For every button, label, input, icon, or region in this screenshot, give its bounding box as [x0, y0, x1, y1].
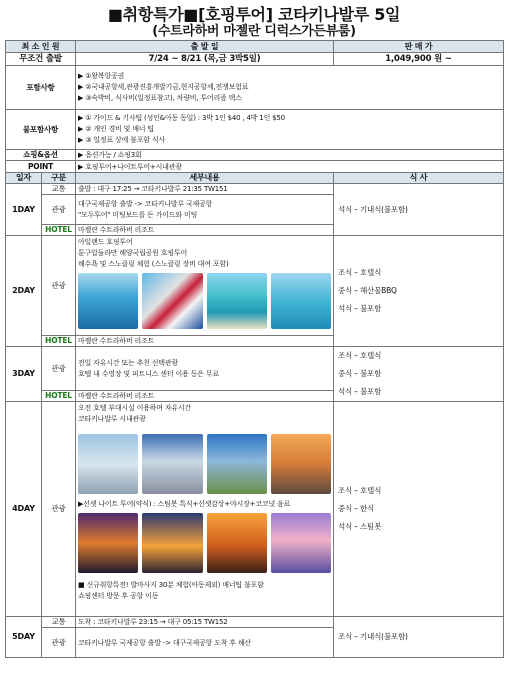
day4-night-tour: ▶선셋 나이트 투어(약식) : 스팀봇 특식+선셋감상+야시장+코코넛 음료 [78, 500, 291, 508]
day3-tour-line: 호텔 내 수영장 및 피트니스 센터 이용 등은 무료 [78, 369, 219, 378]
page-title: ■취항특가■[호핑투어] 코타키나발루 5일 [107, 5, 401, 24]
snorkel-photo [78, 273, 138, 329]
day5-tour-label: 관광 [42, 628, 76, 658]
day4-city-photos [78, 431, 331, 497]
mosque-photo [78, 434, 138, 494]
day4-extra-line: ■ 신규취항특전! 발마사지 30분 체험(아동제외) 매너팁 불포함 [78, 581, 264, 589]
day1-transport: 출발 : 대구 17:25 → 코타키나발루 21:35 TW151 [76, 184, 334, 195]
day1-label: 1DAY [6, 184, 42, 236]
condition-label: 무조건 출발 [6, 53, 76, 66]
day4-tour-line: 코타키나발루 시내관광 [78, 415, 146, 423]
day5-transport: 도착 : 코타키나발루 23:15 → 대구 05:15 TW152 [76, 617, 334, 628]
day2-hotel: 마젤란 수트라하버 리조트 [76, 336, 334, 347]
included-item: ▶ ③숙박비, 식사비(일정표참고), 차량비, 투어리즘 택스 [78, 93, 501, 104]
excluded-list [76, 110, 504, 150]
day2-tour-label: 관광 [42, 236, 76, 336]
point-value: ▶ 호핑투어+나이트투어+시내관광 [78, 163, 182, 171]
col-detail: 세부내용 [76, 173, 334, 184]
day2-tour-line: 아일랜드 호핑투어 [78, 238, 133, 246]
day4-extra-line: 쇼핑센터 방문 후 공항 이동 [78, 592, 159, 600]
tower-photo [207, 434, 267, 494]
day1-tour-line: 대구국제공항 출발 -> 코타키나발루 국제공항 [78, 199, 213, 208]
day3-hotel-label: HOTEL [42, 391, 76, 402]
day3-meal: 석식 – 불포함 [338, 387, 382, 396]
day1-transport-label: 교통 [42, 184, 76, 195]
city-mosque-photo [142, 434, 202, 494]
day2-tour-line: 툰구압둘라만 해양국립공원 호핑투어 [78, 249, 188, 257]
header-price: 판 매 가 [334, 41, 504, 53]
condition-price: 1,049,900 원 ~ [334, 53, 504, 66]
itinerary-table [5, 40, 504, 658]
day3-hotel: 마젤란 수트라하버 리조트 [76, 391, 334, 402]
day5-label: 5DAY [6, 617, 42, 658]
day1-hotel: 마젤란 수트라하버 리조트 [76, 225, 334, 236]
day2-photos [78, 270, 331, 332]
excluded-label: 불포함사항 [6, 110, 76, 150]
day2-tour-line: 해수욕 및 스노클링 체험 (스노클링 장비 대여 포함) [78, 260, 229, 268]
included-item: ▶ ②국내공항세,관광진흥개발기금,현지공항세,전쟁보험료 [78, 82, 501, 93]
day4-tour-label: 관광 [42, 402, 76, 617]
day5-transport-label: 교통 [42, 617, 76, 628]
day4-meal: 석식 – 스팀봇 [338, 522, 382, 531]
day3-meal: 중식 – 불포함 [338, 369, 382, 378]
day3-tour-line: 전일 자유시간 또는 추천 선택관광 [78, 358, 178, 367]
point-label: POINT [6, 161, 76, 173]
sea-photo [207, 273, 267, 329]
day1-tour-line: "모두투어" 미팅보드를 든 가이드와 미팅 [78, 210, 198, 219]
day1-meal: 석식 – 기내식(불포함) [334, 184, 504, 236]
header-departure: 출 발 일 [76, 41, 334, 53]
day2-meal: 석식 – 불포함 [338, 304, 382, 313]
excluded-item: ▶ ① 가이드 & 기사팁 (성인&아동 동일) : 3박 1인 $40 , 4박 1인 $50 [78, 113, 501, 124]
day2-hotel-label: HOTEL [42, 336, 76, 347]
included-label: 포함사항 [6, 66, 76, 110]
night-market-photo [207, 513, 267, 573]
included-item: ▶ ①왕복항공권 [78, 71, 501, 82]
excluded-item: ▶ ② 개인 경비 및 매너 팁 [78, 124, 501, 135]
day3-label: 3DAY [6, 347, 42, 402]
day4-tour-line: 오전 호텔 부대시설 이용하며 자유시간 [78, 404, 192, 412]
condition-dates: 7/24 ~ 8/21 (목,금 3박5일) [76, 53, 334, 66]
col-day: 일자 [6, 173, 42, 184]
day2-meal: 조식 – 호텔식 [338, 268, 382, 277]
day4-label: 4DAY [6, 402, 42, 617]
day4-meal: 조식 – 호텔식 [338, 486, 382, 495]
excluded-item: ▶ ③ 일정표 상에 불포함 식사 [78, 135, 501, 146]
day2-label: 2DAY [6, 236, 42, 347]
day1-hotel-label: HOTEL [42, 225, 76, 236]
day4-sunset-photos [78, 510, 331, 576]
day3-meal: 조식 – 호텔식 [338, 351, 382, 360]
day1-tour-label: 관광 [42, 195, 76, 225]
shopping-label: 쇼핑&옵션 [6, 150, 76, 161]
island-photo [271, 273, 331, 329]
day3-tour-label: 관광 [42, 347, 76, 391]
day4-meal: 중식 – 한식 [338, 504, 375, 513]
day5-meal: 조식 – 기내식(불포함) [334, 617, 504, 658]
day2-meal: 중식 – 해산물BBQ [338, 286, 397, 295]
page-subtitle: (수트라하버 마젤란 디럭스가든뷰룸) [152, 24, 356, 39]
sunset-sea-photo [142, 513, 202, 573]
shopping-value: ▶ 옵션가능 / 쇼핑3회 [78, 151, 142, 159]
col-type: 구분 [42, 173, 76, 184]
coast-dusk-photo [271, 513, 331, 573]
sunset-beach-photo [78, 513, 138, 573]
col-meal: 식 사 [334, 173, 504, 184]
market-photo [271, 434, 331, 494]
day5-tour: 코타키나발루 국제공항 출발 -> 대구국제공항 도착 후 해산 [76, 628, 334, 658]
included-list [76, 66, 504, 110]
flag-boat-photo [142, 273, 202, 329]
header-min-people: 최 소 인 원 [6, 41, 76, 53]
